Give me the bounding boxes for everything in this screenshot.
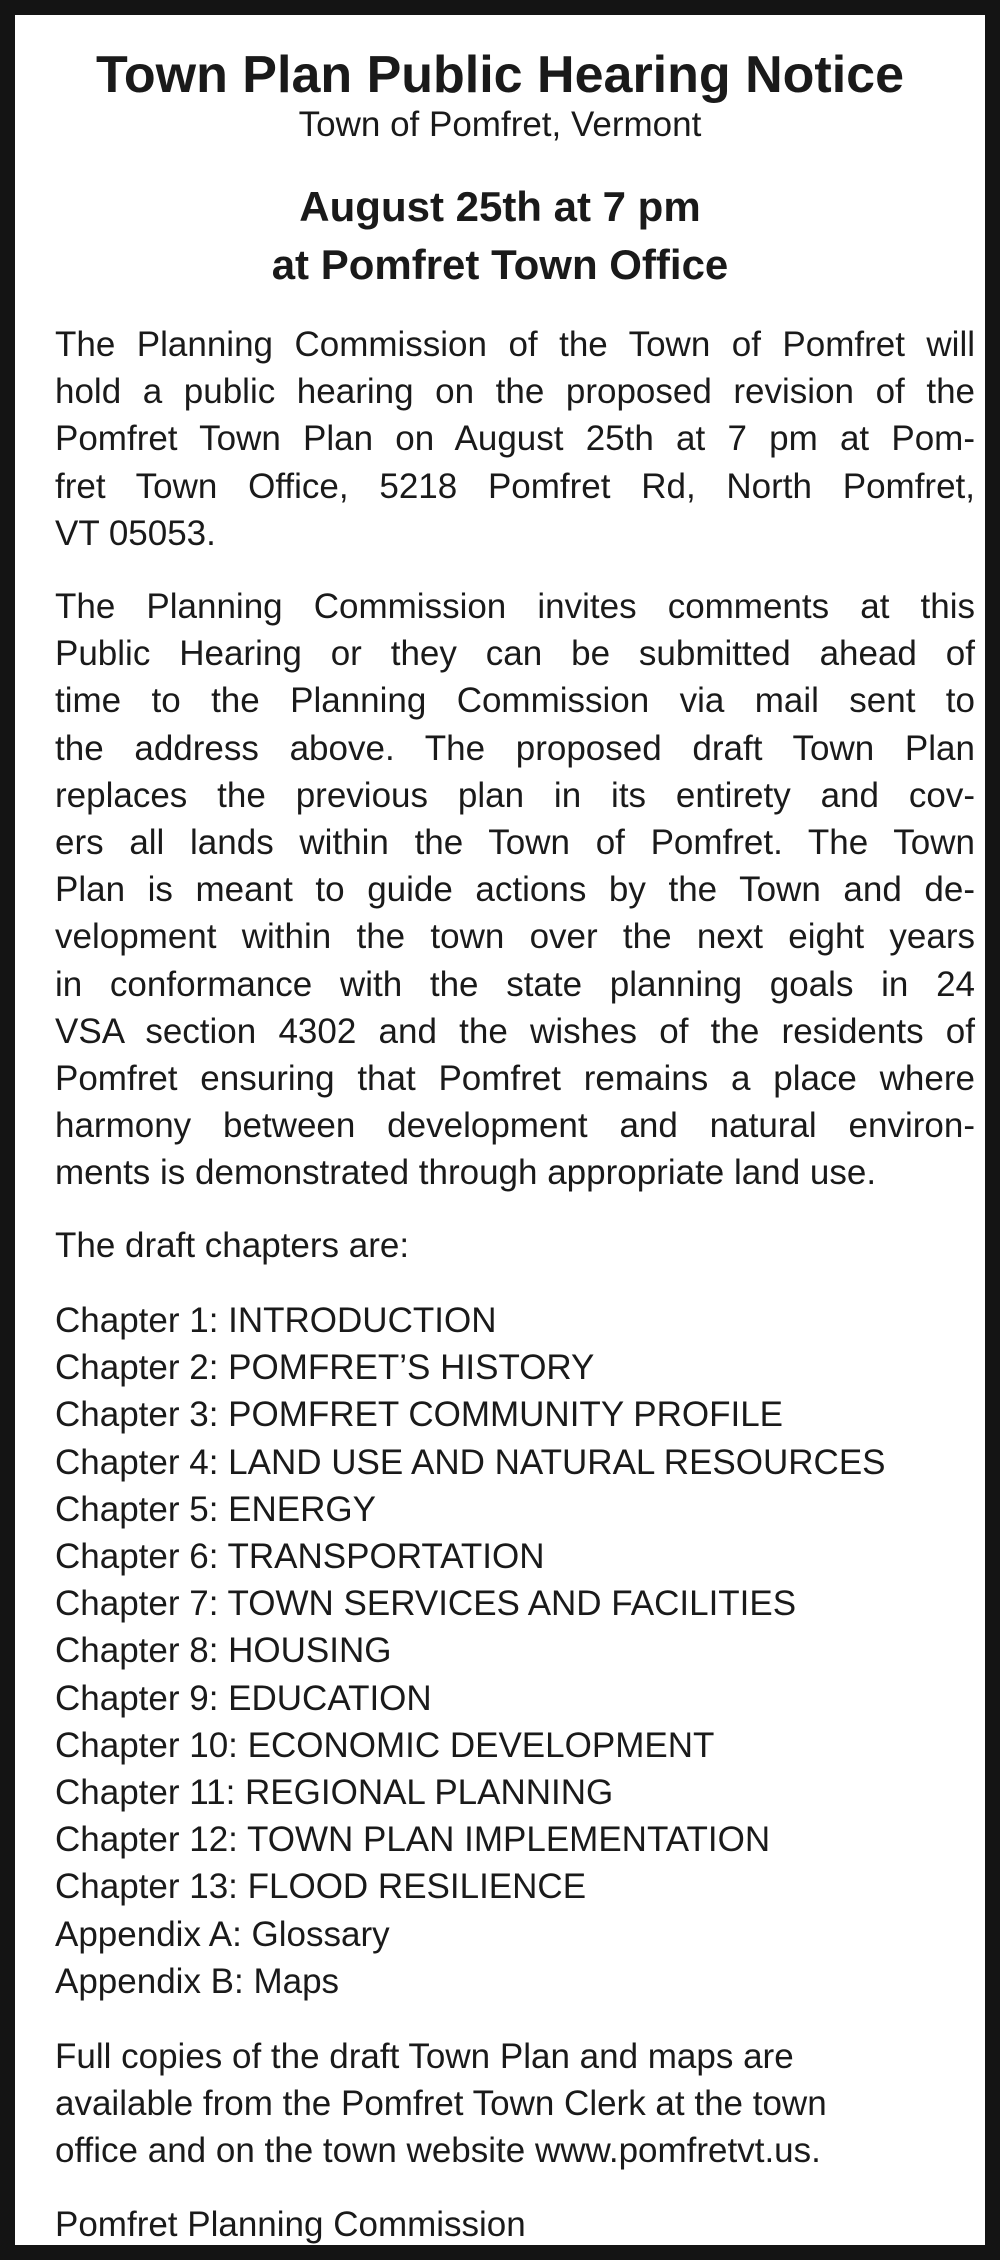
paragraph-line: Plan is meant to guide actions by the Town and de- (55, 870, 975, 910)
chapter-item: Chapter 9: EDUCATION (55, 1678, 432, 1718)
paragraph-line: the address above. The proposed draft Town Plan (55, 728, 975, 768)
chapter-item: Chapter 12: TOWN PLAN IMPLEMENTATION (55, 1820, 771, 1860)
paragraph-line: fret Town Office, 5218 Pomfret Rd, North Pomfret, (55, 466, 975, 506)
hearing-date: August 25th at 7 pm (299, 183, 701, 230)
chapter-item: Chapter 4: LAND USE AND NATURAL RESOURCES (55, 1442, 886, 1482)
appendix-item: Appendix A: Glossary (55, 1914, 390, 1954)
paragraph-line: hold a public hearing on the proposed revision of the (55, 372, 975, 412)
paragraph-comments (55, 583, 975, 1197)
paragraph-line: The Planning Commission invites comments at this (55, 587, 975, 626)
chapters-intro: The draft chapters are: (55, 1226, 410, 1265)
paragraph-line: velopment within the town over the next eight years (55, 917, 975, 957)
paragraph-availability (55, 2033, 975, 2175)
paragraph-line: Pomfret ensuring that Pomfret remains a place where (55, 1059, 975, 1099)
chapter-item: Chapter 5: ENERGY (55, 1489, 376, 1529)
paragraph-line: in conformance with the state planning goals in 24 (55, 964, 975, 1004)
chapter-item: Chapter 3: POMFRET COMMUNITY PROFILE (55, 1395, 784, 1435)
chapter-item: Chapter 10: ECONOMIC DEVELOPMENT (55, 1725, 715, 1765)
paragraph-line: available from the Pomfret Town Clerk at the town (55, 2084, 827, 2124)
hearing-location: at Pomfret Town Office (271, 241, 729, 288)
signature: Pomfret Planning Commission (55, 2205, 526, 2244)
paragraph-line: ments is demonstrated through appropriate land use. (55, 1153, 877, 1193)
paragraph-line: Full copies of the draft Town Plan and maps are (55, 2037, 794, 2076)
paragraph-line: Public Hearing or they can be submitted ahead of (55, 634, 975, 674)
chapter-item: Chapter 2: POMFRET’S HISTORY (55, 1348, 595, 1388)
chapter-item: Chapter 11: REGIONAL PLANNING (55, 1773, 614, 1813)
paragraph-line: office and on the town website www.pomfretvt.us. (55, 2131, 821, 2171)
chapter-item: Chapter 8: HOUSING (55, 1631, 392, 1671)
paragraph-line: The Planning Commission of the Town of Pomfret will (55, 325, 975, 364)
chapter-list (55, 1297, 975, 2005)
chapter-item: Chapter 1: INTRODUCTION (55, 1301, 497, 1340)
paragraph-line: Pomfret Town Plan on August 25th at 7 pm at Pom- (55, 419, 975, 459)
notice-title: Town Plan Public Hearing Notice (95, 46, 905, 104)
paragraph-line: VT 05053. (55, 513, 216, 553)
paragraph-line: time to the Planning Commission via mail sent to (55, 681, 975, 721)
chapter-item: Chapter 6: TRANSPORTATION (55, 1537, 545, 1577)
paragraph-line: replaces the previous plan in its entirety and cov- (55, 775, 975, 815)
chapter-item: Chapter 13: FLOOD RESILIENCE (55, 1867, 587, 1907)
chapter-item: Chapter 7: TOWN SERVICES AND FACILITIES (55, 1584, 797, 1624)
paragraph-line: harmony between development and natural environ- (55, 1106, 975, 1146)
paragraph-line: ers all lands within the Town of Pomfret. The Town (55, 823, 975, 863)
paragraph-hearing-details (55, 321, 975, 557)
paragraph-line: VSA section 4302 and the wishes of the residents of (55, 1011, 975, 1051)
notice-subtitle: Town of Pomfret, Vermont (298, 105, 702, 144)
appendix-item: Appendix B: Maps (55, 1961, 340, 2001)
